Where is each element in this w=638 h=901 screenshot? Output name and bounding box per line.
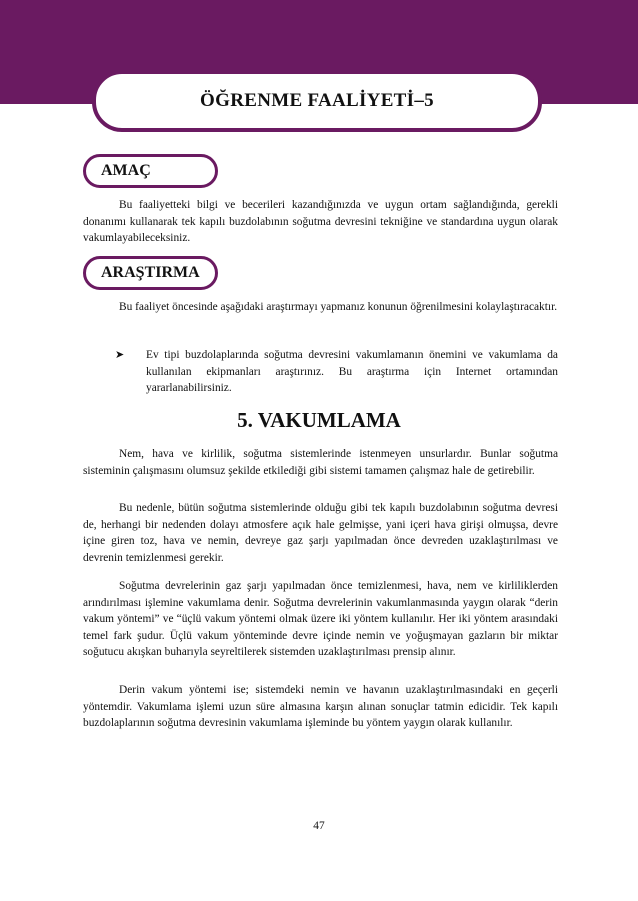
page-title: ÖĞRENME FAALİYETİ–5 (200, 90, 434, 111)
arrow-bullet-icon: ➤ (115, 349, 125, 361)
body-paragraph-2: Bu nedenle, bütün soğutma sistemlerinde olduğu gibi tek kapılı buzdolabının soğutma devresi de, herhangi bir nedenden dolayı atmosfere açık hale gelmişse, yani içeri hava girişi olmuşsa, devre içine giren toz, hava ve nemin, devreye gaz şarjı yapılmadan önce devreden uzaklaştırılması ve devrenin temizlenmesi gerekir. (83, 502, 558, 564)
research-bullet-text: Ev tipi buzdolaplarında soğutma devresini vakumlamanın önemini ve vakumlama da kullanılan ekipmanları araştırınız. Bu araştırma için Internet ortamından yararlanabilirsiniz. (146, 349, 558, 394)
body-paragraph-4: Derin vakum yöntemi ise; sistemdeki nemin ve havanın uzaklaştırılmasındaki en geçerli yöntemdir. Vakumlama işlemi uzun süre almasına karşın alınan sonuçlar tatmin edicidir. Tek kapılı buzdolaplarının soğutma devresinin vakumlama işleminde bu yöntem yaygın olarak kullanılır. (83, 684, 558, 729)
amac-label-pill (83, 154, 218, 188)
research-bullet (115, 347, 558, 397)
section-heading: 5. VAKUMLAMA (237, 408, 401, 432)
body-paragraph-1: Nem, hava ve kirlilik, soğutma sistemlerinde istenmeyen unsurlardır. Bunlar soğutma sisteminin çalışmasını olumsuz şekilde etkilediği gibi sistemi tamamen çalışmaz hale de getirebilir. (83, 448, 558, 477)
arastirma-label-pill (83, 256, 218, 290)
arastirma-label: ARAŞTIRMA (101, 264, 200, 281)
arastirma-paragraph: Bu faaliyet öncesinde aşağıdaki araştırmayı yapmanız konunun öğrenilmesini kolaylaştıracaktır. (119, 301, 558, 313)
title-pill (92, 70, 542, 132)
amac-label: AMAÇ (101, 162, 151, 179)
body-paragraph-3: Soğutma devrelerinin gaz şarjı yapılmadan önce temizlenmesi, hava, nem ve kirliliklerden arındırılması işlemine vakumlama denir. Soğutma devrelerinin vakumlanmasında yaygın olarak “derin vakum yöntemi” ve “üçlü vakum yöntemi olmak üzere iki yöntem kullanılır. Her iki yöntem arasındaki temel fark şudur. Üçlü vakum yönteminde devre içinde nemin ve yoğuşmayan gazların bir miktar soğutucu akışkan buharıyla seyreltilerek sistemden uzaklaştırılması prensip alınır. (83, 580, 558, 658)
page-number: 47 (313, 820, 325, 832)
amac-paragraph: Bu faaliyetteki bilgi ve becerileri kazandığınızda ve uygun ortam sağlandığında, gerekli donanımı kullanarak tek kapılı buzdolabının soğutma devresini tekniğine ve standardına uygun olarak vakumlayabileceksiniz. (83, 199, 558, 244)
